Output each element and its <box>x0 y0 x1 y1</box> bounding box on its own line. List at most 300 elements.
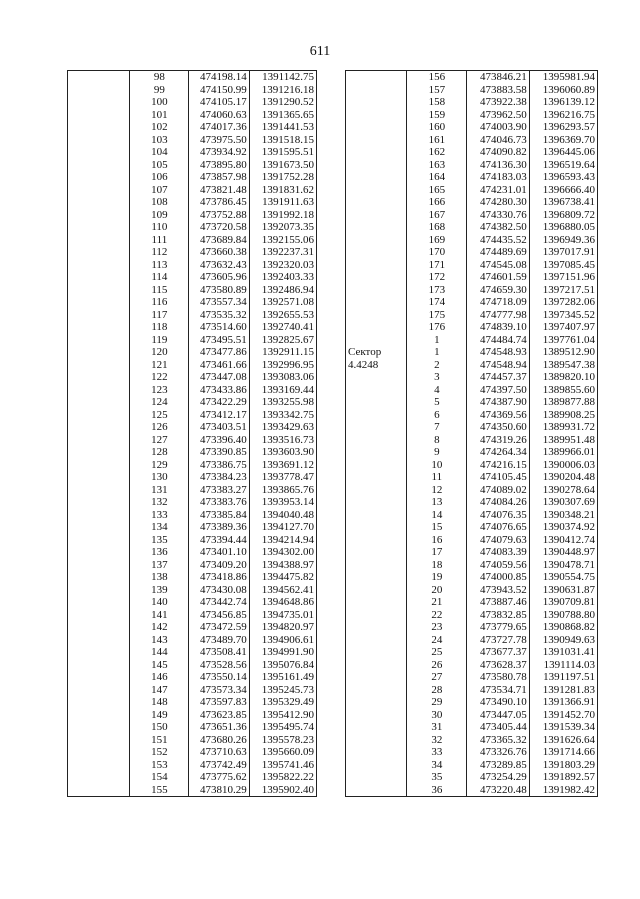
point-number-cell: 164 <box>407 171 467 184</box>
point-number-cell: 138 <box>130 571 189 584</box>
table-row <box>68 359 317 372</box>
x-coordinate-cell: 473597.83 <box>189 696 249 709</box>
point-number-cell: 8 <box>407 434 467 447</box>
point-number-cell: 157 <box>407 84 467 97</box>
sector-cell <box>346 634 407 647</box>
x-coordinate-cell: 473383.27 <box>189 484 249 497</box>
y-coordinate-cell: 1390278.64 <box>529 484 597 497</box>
table-row <box>68 584 317 597</box>
table-row <box>68 209 317 222</box>
sector-cell <box>68 321 130 334</box>
y-coordinate-cell: 1390868.82 <box>529 621 597 634</box>
table-row <box>68 334 317 347</box>
point-number-cell: 33 <box>407 746 467 759</box>
table-row <box>68 109 317 122</box>
y-coordinate-cell: 1393169.44 <box>249 384 316 397</box>
point-number-cell: 137 <box>130 559 189 572</box>
x-coordinate-cell: 474105.45 <box>467 471 529 484</box>
point-number-cell: 135 <box>130 534 189 547</box>
sector-cell <box>68 171 130 184</box>
sector-cell <box>68 609 130 622</box>
table-row <box>346 746 598 759</box>
point-number-cell: 108 <box>130 196 189 209</box>
y-coordinate-cell: 1396060.89 <box>529 84 597 97</box>
sector-cell <box>68 84 130 97</box>
point-number-cell: 5 <box>407 396 467 409</box>
point-number-cell: 175 <box>407 309 467 322</box>
x-coordinate-cell: 473401.10 <box>189 546 249 559</box>
y-coordinate-cell: 1391216.18 <box>249 84 316 97</box>
x-coordinate-cell: 473605.96 <box>189 271 249 284</box>
table-row <box>346 571 598 584</box>
x-coordinate-cell: 474484.74 <box>467 334 529 347</box>
x-coordinate-cell: 473550.14 <box>189 671 249 684</box>
y-coordinate-cell: 1397151.96 <box>529 271 597 284</box>
x-coordinate-cell: 473922.38 <box>467 96 529 109</box>
y-coordinate-cell: 1389931.72 <box>529 421 597 434</box>
sector-cell <box>68 396 130 409</box>
x-coordinate-cell: 474046.73 <box>467 134 529 147</box>
y-coordinate-cell: 1397345.52 <box>529 309 597 322</box>
sector-cell <box>68 534 130 547</box>
point-number-cell: 98 <box>130 71 189 84</box>
x-coordinate-cell: 473943.52 <box>467 584 529 597</box>
y-coordinate-cell: 1395660.09 <box>249 746 316 759</box>
sector-cell <box>68 584 130 597</box>
x-coordinate-cell: 474330.76 <box>467 209 529 222</box>
table-row <box>346 784 598 797</box>
sector-cell <box>346 384 407 397</box>
x-coordinate-cell: 473677.37 <box>467 646 529 659</box>
table-row <box>68 309 317 322</box>
point-number-cell: 144 <box>130 646 189 659</box>
sector-cell <box>68 384 130 397</box>
sector-cell <box>346 596 407 609</box>
y-coordinate-cell: 1390554.75 <box>529 571 597 584</box>
sector-cell <box>346 184 407 197</box>
sector-cell <box>68 646 130 659</box>
table-row <box>68 171 317 184</box>
x-coordinate-cell: 474777.98 <box>467 309 529 322</box>
table-row <box>346 684 598 697</box>
x-coordinate-cell: 474183.03 <box>467 171 529 184</box>
sector-cell <box>346 784 407 797</box>
x-coordinate-cell: 473832.85 <box>467 609 529 622</box>
sector-cell <box>346 759 407 772</box>
sector-cell <box>346 134 407 147</box>
y-coordinate-cell: 1391911.63 <box>249 196 316 209</box>
point-number-cell: 173 <box>407 284 467 297</box>
point-number-cell: 1 <box>407 346 467 359</box>
table-row <box>346 221 598 234</box>
sector-cell <box>68 71 130 84</box>
y-coordinate-cell: 1396880.05 <box>529 221 597 234</box>
table-row <box>346 596 598 609</box>
coordinates-table-left-body <box>68 71 317 797</box>
y-coordinate-cell: 1391452.70 <box>529 709 597 722</box>
sector-cell <box>68 734 130 747</box>
table-row <box>346 621 598 634</box>
table-row <box>68 284 317 297</box>
sector-cell <box>68 596 130 609</box>
x-coordinate-cell: 473389.36 <box>189 521 249 534</box>
table-row <box>346 371 598 384</box>
y-coordinate-cell: 1391673.50 <box>249 159 316 172</box>
x-coordinate-cell: 473580.78 <box>467 671 529 684</box>
point-number-cell: 168 <box>407 221 467 234</box>
sector-cell <box>346 334 407 347</box>
sector-cell <box>346 721 407 734</box>
x-coordinate-cell: 473810.29 <box>189 784 249 797</box>
point-number-cell: 176 <box>407 321 467 334</box>
x-coordinate-cell: 473403.51 <box>189 421 249 434</box>
y-coordinate-cell: 1390448.97 <box>529 546 597 559</box>
y-coordinate-cell: 1392073.35 <box>249 221 316 234</box>
sector-cell: Сектор <box>346 346 407 359</box>
point-number-cell: 117 <box>130 309 189 322</box>
x-coordinate-cell: 473396.40 <box>189 434 249 447</box>
x-coordinate-cell: 474083.39 <box>467 546 529 559</box>
sector-cell <box>68 509 130 522</box>
x-coordinate-cell: 473573.34 <box>189 684 249 697</box>
x-coordinate-cell: 473883.58 <box>467 84 529 97</box>
x-coordinate-cell: 473508.41 <box>189 646 249 659</box>
sector-cell <box>346 584 407 597</box>
table-row <box>346 534 598 547</box>
table-row <box>68 771 317 784</box>
y-coordinate-cell: 1392403.33 <box>249 271 316 284</box>
x-coordinate-cell: 473384.23 <box>189 471 249 484</box>
x-coordinate-cell: 474350.60 <box>467 421 529 434</box>
y-coordinate-cell: 1390709.81 <box>529 596 597 609</box>
point-number-cell: 112 <box>130 246 189 259</box>
sector-cell <box>346 209 407 222</box>
table-row <box>68 159 317 172</box>
sector-cell <box>68 759 130 772</box>
x-coordinate-cell: 474659.30 <box>467 284 529 297</box>
y-coordinate-cell: 1397761.04 <box>529 334 597 347</box>
point-number-cell: 130 <box>130 471 189 484</box>
sector-cell <box>68 146 130 159</box>
sector-cell <box>68 721 130 734</box>
x-coordinate-cell: 473456.85 <box>189 609 249 622</box>
y-coordinate-cell: 1393083.06 <box>249 371 316 384</box>
y-coordinate-cell: 1396216.75 <box>529 109 597 122</box>
point-number-cell: 125 <box>130 409 189 422</box>
table-row <box>346 521 598 534</box>
x-coordinate-cell: 474089.02 <box>467 484 529 497</box>
x-coordinate-cell: 473326.76 <box>467 746 529 759</box>
x-coordinate-cell: 474003.90 <box>467 121 529 134</box>
y-coordinate-cell: 1397407.97 <box>529 321 597 334</box>
table-row <box>346 421 598 434</box>
x-coordinate-cell: 474079.63 <box>467 534 529 547</box>
coordinates-table-right <box>345 70 598 797</box>
y-coordinate-cell: 1392486.94 <box>249 284 316 297</box>
y-coordinate-cell: 1391714.66 <box>529 746 597 759</box>
y-coordinate-cell: 1389877.88 <box>529 396 597 409</box>
y-coordinate-cell: 1392655.53 <box>249 309 316 322</box>
x-coordinate-cell: 473409.20 <box>189 559 249 572</box>
y-coordinate-cell: 1395161.49 <box>249 671 316 684</box>
table-row <box>346 159 598 172</box>
x-coordinate-cell: 473710.63 <box>189 746 249 759</box>
y-coordinate-cell: 1389951.48 <box>529 434 597 447</box>
table-row <box>346 384 598 397</box>
x-coordinate-cell: 473623.85 <box>189 709 249 722</box>
point-number-cell: 101 <box>130 109 189 122</box>
y-coordinate-cell: 1396738.41 <box>529 196 597 209</box>
table-row <box>68 659 317 672</box>
table-row <box>68 496 317 509</box>
x-coordinate-cell: 473405.44 <box>467 721 529 734</box>
y-coordinate-cell: 1390006.03 <box>529 459 597 472</box>
table-row <box>68 96 317 109</box>
sector-cell <box>68 134 130 147</box>
x-coordinate-cell: 473742.49 <box>189 759 249 772</box>
table-row <box>346 734 598 747</box>
table-row <box>346 309 598 322</box>
y-coordinate-cell: 1391281.83 <box>529 684 597 697</box>
table-row <box>346 171 598 184</box>
y-coordinate-cell: 1395495.74 <box>249 721 316 734</box>
sector-cell <box>346 696 407 709</box>
y-coordinate-cell: 1394302.00 <box>249 546 316 559</box>
sector-cell <box>346 371 407 384</box>
sector-cell <box>68 421 130 434</box>
sector-cell <box>346 109 407 122</box>
point-number-cell: 3 <box>407 371 467 384</box>
sector-cell <box>68 521 130 534</box>
table-row <box>68 746 317 759</box>
table-row <box>346 771 598 784</box>
table-row <box>346 121 598 134</box>
sector-cell <box>68 771 130 784</box>
point-number-cell: 141 <box>130 609 189 622</box>
x-coordinate-cell: 474548.93 <box>467 346 529 359</box>
x-coordinate-cell: 473895.80 <box>189 159 249 172</box>
y-coordinate-cell: 1394735.01 <box>249 609 316 622</box>
y-coordinate-cell: 1391803.29 <box>529 759 597 772</box>
y-coordinate-cell: 1394388.97 <box>249 559 316 572</box>
y-coordinate-cell: 1389512.90 <box>529 346 597 359</box>
sector-cell <box>68 296 130 309</box>
x-coordinate-cell: 473887.46 <box>467 596 529 609</box>
table-row <box>346 509 598 522</box>
sector-cell <box>68 346 130 359</box>
y-coordinate-cell: 1391031.41 <box>529 646 597 659</box>
y-coordinate-cell: 1391982.42 <box>529 784 597 797</box>
point-number-cell: 134 <box>130 521 189 534</box>
sector-cell <box>68 571 130 584</box>
x-coordinate-cell: 474084.26 <box>467 496 529 509</box>
x-coordinate-cell: 474231.01 <box>467 184 529 197</box>
x-coordinate-cell: 473786.45 <box>189 196 249 209</box>
table-row <box>68 259 317 272</box>
x-coordinate-cell: 473422.29 <box>189 396 249 409</box>
sector-cell <box>346 309 407 322</box>
x-coordinate-cell: 473934.92 <box>189 146 249 159</box>
point-number-cell: 154 <box>130 771 189 784</box>
table-row <box>68 571 317 584</box>
table-row <box>346 209 598 222</box>
sector-cell <box>346 409 407 422</box>
y-coordinate-cell: 1392911.15 <box>249 346 316 359</box>
table-row <box>68 234 317 247</box>
y-coordinate-cell: 1397217.51 <box>529 284 597 297</box>
sector-cell <box>346 146 407 159</box>
point-number-cell: 36 <box>407 784 467 797</box>
sector-cell <box>68 546 130 559</box>
point-number-cell: 121 <box>130 359 189 372</box>
x-coordinate-cell: 473383.76 <box>189 496 249 509</box>
point-number-cell: 124 <box>130 396 189 409</box>
sector-cell <box>68 484 130 497</box>
x-coordinate-cell: 473660.38 <box>189 246 249 259</box>
sector-cell <box>346 571 407 584</box>
table-row <box>68 134 317 147</box>
x-coordinate-cell: 473477.86 <box>189 346 249 359</box>
point-number-cell: 148 <box>130 696 189 709</box>
point-number-cell: 119 <box>130 334 189 347</box>
point-number-cell: 30 <box>407 709 467 722</box>
y-coordinate-cell: 1393778.47 <box>249 471 316 484</box>
sector-cell <box>68 271 130 284</box>
y-coordinate-cell: 1394991.90 <box>249 646 316 659</box>
table-row <box>68 384 317 397</box>
point-number-cell: 29 <box>407 696 467 709</box>
sector-cell <box>346 96 407 109</box>
table-row <box>346 334 598 347</box>
table-row <box>68 459 317 472</box>
table-row <box>68 296 317 309</box>
sector-cell <box>346 396 407 409</box>
point-number-cell: 151 <box>130 734 189 747</box>
y-coordinate-cell: 1389966.01 <box>529 446 597 459</box>
point-number-cell: 150 <box>130 721 189 734</box>
point-number-cell: 102 <box>130 121 189 134</box>
page-number: 611 <box>309 44 331 59</box>
point-number-cell: 109 <box>130 209 189 222</box>
point-number-cell: 35 <box>407 771 467 784</box>
x-coordinate-cell: 473632.43 <box>189 259 249 272</box>
point-number-cell: 14 <box>407 509 467 522</box>
table-row <box>68 221 317 234</box>
x-coordinate-cell: 473489.70 <box>189 634 249 647</box>
x-coordinate-cell: 474076.35 <box>467 509 529 522</box>
sector-cell <box>346 284 407 297</box>
y-coordinate-cell: 1389908.25 <box>529 409 597 422</box>
sector-cell <box>346 534 407 547</box>
point-number-cell: 146 <box>130 671 189 684</box>
y-coordinate-cell: 1393255.98 <box>249 396 316 409</box>
x-coordinate-cell: 474319.26 <box>467 434 529 447</box>
y-coordinate-cell: 1391197.51 <box>529 671 597 684</box>
x-coordinate-cell: 473857.98 <box>189 171 249 184</box>
table-row <box>68 646 317 659</box>
point-number-cell: 107 <box>130 184 189 197</box>
y-coordinate-cell: 1391114.03 <box>529 659 597 672</box>
x-coordinate-cell: 473514.60 <box>189 321 249 334</box>
sector-cell <box>68 246 130 259</box>
point-number-cell: 123 <box>130 384 189 397</box>
point-number-cell: 111 <box>130 234 189 247</box>
table-row <box>346 196 598 209</box>
sector-cell <box>346 159 407 172</box>
x-coordinate-cell: 474150.99 <box>189 84 249 97</box>
y-coordinate-cell: 1395981.94 <box>529 71 597 84</box>
table-row <box>346 96 598 109</box>
point-number-cell: 139 <box>130 584 189 597</box>
y-coordinate-cell: 1391290.52 <box>249 96 316 109</box>
table-row <box>346 184 598 197</box>
sector-cell <box>346 521 407 534</box>
point-number-cell: 118 <box>130 321 189 334</box>
x-coordinate-cell: 473447.08 <box>189 371 249 384</box>
y-coordinate-cell: 1390204.48 <box>529 471 597 484</box>
point-number-cell: 103 <box>130 134 189 147</box>
point-number-cell: 147 <box>130 684 189 697</box>
y-coordinate-cell: 1391441.53 <box>249 121 316 134</box>
table-row <box>68 84 317 97</box>
x-coordinate-cell: 473821.48 <box>189 184 249 197</box>
table-row <box>346 471 598 484</box>
table-row <box>68 346 317 359</box>
table-row <box>68 534 317 547</box>
table-row <box>346 634 598 647</box>
table-row <box>346 234 598 247</box>
y-coordinate-cell: 1391539.34 <box>529 721 597 734</box>
table-row <box>68 396 317 409</box>
x-coordinate-cell: 473386.75 <box>189 459 249 472</box>
table-row <box>68 521 317 534</box>
x-coordinate-cell: 474382.50 <box>467 221 529 234</box>
sector-cell <box>346 496 407 509</box>
sector-cell <box>346 484 407 497</box>
x-coordinate-cell: 473490.10 <box>467 696 529 709</box>
point-number-cell: 140 <box>130 596 189 609</box>
point-number-cell: 155 <box>130 784 189 797</box>
point-number-cell: 100 <box>130 96 189 109</box>
point-number-cell: 126 <box>130 421 189 434</box>
x-coordinate-cell: 473289.85 <box>467 759 529 772</box>
point-number-cell: 22 <box>407 609 467 622</box>
x-coordinate-cell: 474060.63 <box>189 109 249 122</box>
point-number-cell: 7 <box>407 421 467 434</box>
sector-cell <box>68 746 130 759</box>
sector-cell <box>68 496 130 509</box>
sector-cell <box>68 259 130 272</box>
y-coordinate-cell: 1391595.51 <box>249 146 316 159</box>
table-row <box>68 321 317 334</box>
sector-cell <box>68 121 130 134</box>
table-row <box>68 484 317 497</box>
x-coordinate-cell: 474545.08 <box>467 259 529 272</box>
table-row <box>346 546 598 559</box>
sector-cell <box>346 171 407 184</box>
x-coordinate-cell: 473385.84 <box>189 509 249 522</box>
point-number-cell: 113 <box>130 259 189 272</box>
point-number-cell: 167 <box>407 209 467 222</box>
point-number-cell: 12 <box>407 484 467 497</box>
sector-cell <box>68 196 130 209</box>
y-coordinate-cell: 1390412.74 <box>529 534 597 547</box>
table-row <box>346 409 598 422</box>
table-row <box>346 359 598 372</box>
table-row <box>346 71 598 84</box>
y-coordinate-cell: 1396809.72 <box>529 209 597 222</box>
point-number-cell: 31 <box>407 721 467 734</box>
